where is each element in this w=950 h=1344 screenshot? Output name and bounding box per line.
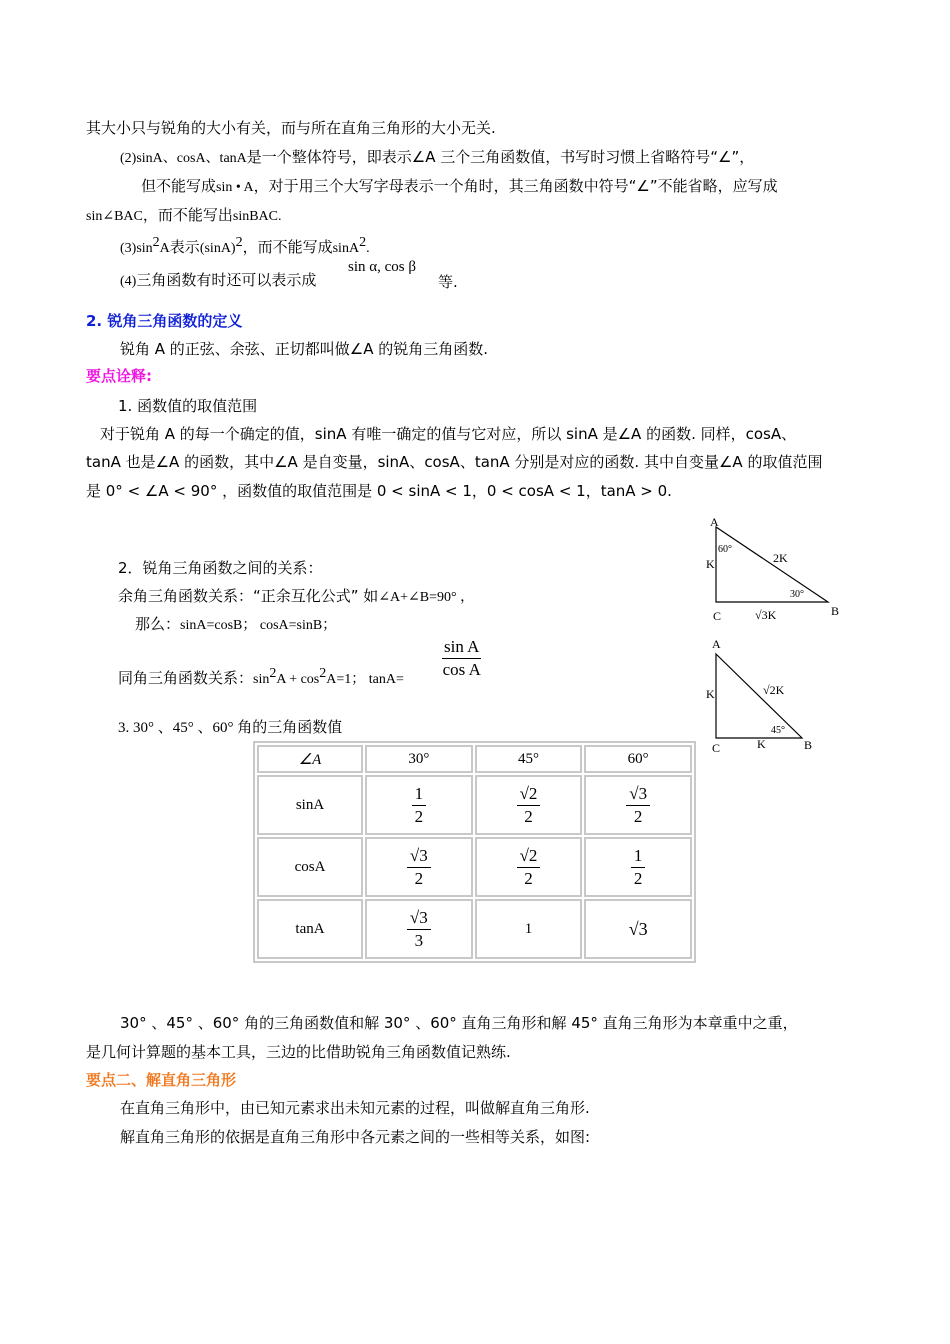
row-label: tanA (257, 899, 363, 959)
relation-label: 同角三角函数关系： (118, 669, 254, 687)
item-1-text-line3: 是 0° < ∠A < 90° ，函数值的取值范围是 0 < sinA < 1，0 < cosA < 1，tanA > 0. (86, 482, 672, 500)
numerator: √3 (407, 908, 431, 930)
table-header-cell: 60° (584, 745, 692, 773)
side-ac-label: K (706, 557, 715, 571)
denominator: 2 (524, 806, 533, 826)
definition-text: 锐角 A 的正弦、余弦、正切都叫做∠A 的锐角三角函数. (120, 340, 489, 358)
angle-b-label: 45° (771, 725, 785, 736)
punctuation: . (366, 241, 370, 256)
denominator: 2 (414, 806, 424, 826)
triangle-45-diagram (700, 632, 830, 757)
row-label: sinA (257, 775, 363, 835)
superscript: 2 (152, 235, 160, 250)
note-number: (3) (120, 241, 137, 256)
numerator: √3 (626, 784, 650, 806)
row-label: cosA (257, 837, 363, 897)
vertex-a-label: A (712, 637, 721, 651)
note-text: 等. (438, 273, 458, 291)
section-heading-solve-right-triangle: 要点二、解直角三角形 (86, 1071, 237, 1089)
formula-part: sin (253, 672, 270, 687)
note-text: 三角函数有时还可以表示成 (136, 271, 317, 289)
value-cell: 1 (475, 899, 583, 959)
superscript: 2 (269, 666, 277, 681)
table-row (257, 775, 692, 835)
vertex-b-label: B (804, 738, 813, 752)
superscript: 2 (359, 235, 367, 250)
side-ac-label: K (706, 687, 715, 701)
key-points-heading: 要点诠释: (86, 367, 152, 385)
vertex-a-label: A (710, 515, 719, 529)
math-expression: A (159, 241, 170, 256)
vertex-c-label: C (712, 741, 721, 755)
complementary-relation (118, 586, 474, 608)
denominator: 3 (414, 930, 424, 950)
value-cell (475, 837, 583, 897)
note-text: ，而不能写出 (142, 206, 233, 224)
math-expression: sin∠BAC (86, 209, 143, 224)
formula-part: A + cos (276, 672, 320, 687)
summary-line1: 30° 、45° 、60° 角的三角函数值和解 30° 、60° 直角三角形和解 45° 直角三角形为本章重中之重， (120, 1014, 798, 1032)
paragraph-note-2-cont (141, 176, 778, 198)
math-expression: sinBAC. (232, 209, 282, 224)
section3-line2: 解直角三角形的依据是直角三角形中各元素之间的一些相等关系，如图: (120, 1128, 591, 1146)
triangle-30-60-diagram (700, 512, 850, 627)
table-header-cell: 30° (365, 745, 473, 773)
tan-fraction (442, 638, 481, 679)
table-row (257, 899, 692, 959)
denominator: 2 (524, 868, 533, 888)
side-cb-label: K (757, 737, 766, 751)
superscript: 2 (319, 666, 327, 681)
value-cell (584, 837, 692, 897)
value-cell (365, 899, 473, 959)
denominator: 2 (414, 868, 424, 888)
side-cb-label: √3K (755, 608, 777, 622)
math-expression: sinA、cosA、tanA (136, 151, 247, 166)
angle-b-label: 30° (790, 589, 804, 600)
item-1-title: 1. 函数值的取值范围 (118, 397, 258, 415)
note-text: ，对于用三个大写字母表示一个角时，其三角函数中符号“∠”不能省略，应写成 (253, 177, 778, 195)
math-expression: sinA (332, 241, 360, 256)
math-expression: sin (136, 241, 153, 256)
note-number: (4) (120, 274, 137, 289)
paragraph-note-2-end (86, 205, 282, 227)
superscript: 2 (235, 235, 243, 250)
math-expression: sin • A (216, 180, 254, 195)
table-header-cell: ∠A (257, 745, 363, 773)
denominator: 2 (633, 806, 643, 826)
vertex-c-label: C (713, 609, 722, 623)
note-text: 表示 (169, 238, 200, 256)
summary-line2: 是几何计算题的基本工具，三边的比借助锐角三角函数值记熟练. (86, 1043, 511, 1061)
item-2-title: 2．锐角三角函数之间的关系： (118, 559, 323, 577)
item-1-text-line2: tanA 也是∠A 的函数，其中∠A 是自变量，sinA、cosA、tanA 分别是对应的函数. 其中自变量∠A 的取值范围 (86, 453, 823, 471)
note-number: (2) (120, 151, 137, 166)
value-cell (365, 775, 473, 835)
value-cell: √3 (584, 899, 692, 959)
relation-label: 余角三角函数关系：“正余互化公式” 如 (118, 587, 379, 605)
tan-numerator: sin A (442, 638, 481, 659)
numerator: 1 (631, 846, 646, 868)
tan-denominator: cos A (442, 660, 481, 679)
section-heading-definition: 2. 锐角三角函数的定义 (86, 312, 243, 330)
math-expression: (sinA) (199, 241, 236, 256)
note-text: 但不能写成 (141, 177, 217, 195)
relation-condition: ∠A+∠B=90° ， (378, 590, 475, 605)
then-formula: sinA=cosB； cosA=sinB； (180, 618, 337, 633)
denominator: 2 (633, 868, 643, 888)
numerator: √2 (517, 784, 541, 806)
numerator: 1 (412, 784, 427, 806)
side-ab-label: 2K (773, 551, 788, 565)
paragraph-intro: 其大小只与锐角的大小有关，而与所在直角三角形的大小无关. (86, 119, 496, 137)
trig-values-table (253, 741, 696, 963)
paragraph-note-2 (120, 147, 754, 169)
value-cell (475, 775, 583, 835)
math-alpha-beta: sin α, cos β (348, 259, 416, 275)
angle-a-label: 60° (718, 544, 732, 555)
section3-line1: 在直角三角形中，由已知元素求出未知元素的过程，叫做解直角三角形. (120, 1099, 590, 1117)
then-label: 那么： (135, 615, 181, 633)
numerator: √3 (407, 846, 431, 868)
paragraph-note-3 (120, 233, 370, 259)
table-header-cell: 45° (475, 745, 583, 773)
value-cell (584, 775, 692, 835)
vertex-b-label: B (831, 604, 840, 618)
note-text: ，而不能写成 (242, 238, 333, 256)
table-row (257, 837, 692, 897)
numerator: √2 (517, 846, 541, 868)
table-header-row (257, 745, 692, 773)
formula-part: A=1； tanA= (326, 672, 404, 687)
same-angle-relation (118, 664, 404, 690)
side-ab-label: √2K (763, 683, 785, 697)
value-cell (365, 837, 473, 897)
complementary-result (135, 614, 336, 636)
item-1-text-line1: 对于锐角 A 的每一个确定的值，sinA 有唯一确定的值与它对应，所以 sinA 是∠A 的函数. 同样，cosA、 (100, 425, 797, 443)
note-text: 是一个整体符号，即表示∠A 三个三角函数值，书写时习惯上省略符号“∠”， (246, 148, 755, 166)
paragraph-note-4 (120, 270, 316, 292)
item-3-title: 3. 30° 、45° 、60° 角的三角函数值 (118, 720, 343, 736)
